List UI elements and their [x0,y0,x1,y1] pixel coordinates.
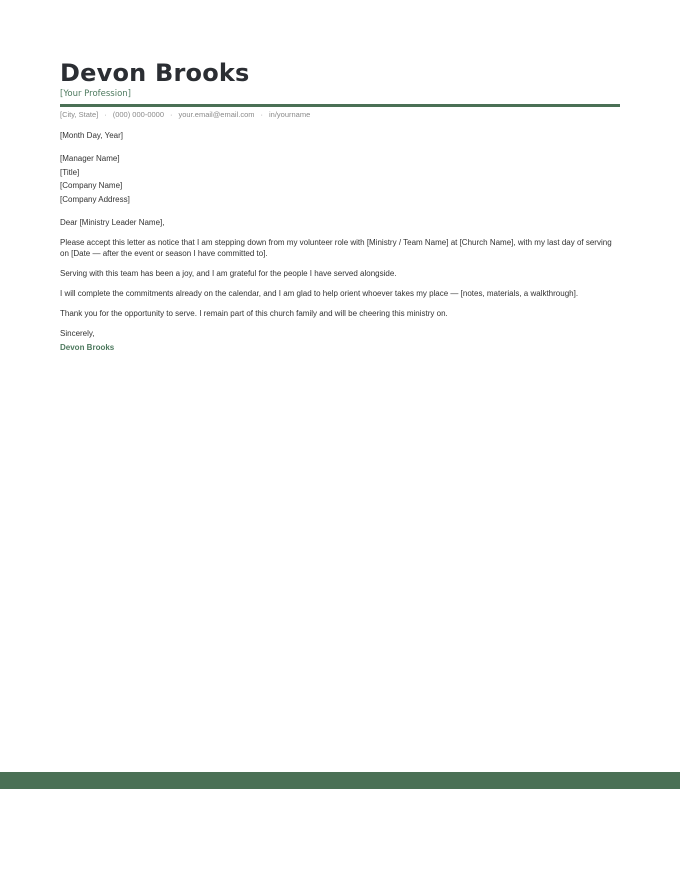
recipient-block [60,152,616,206]
contact-separator: · [260,110,263,119]
contact-line [60,110,310,120]
letter-paragraph: Please accept this letter as notice that I am stepping down from my volunteer role with [Ministry / Team Name] at [Church Name], with my last day of serving on [Date — after the event or season I have committed to]. [60,238,612,258]
recipient-title: [Title] [60,167,80,177]
recipient-manager: [Manager Name] [60,154,120,163]
recipient-address: [Company Address] [60,194,130,204]
header-divider [60,104,620,107]
letter-paragraph: I will complete the commitments already on the calendar, and I am glad to help orient whoever takes my place — [notes, materials, a walkthrough]. [60,289,579,298]
letter-closing: Sincerely, [60,329,95,338]
contact-phone: (000) 000-0000 [112,110,165,119]
letter-date: [Month Day, Year] [60,131,123,140]
recipient-company: [Company Name] [60,181,123,190]
contact-email: your.email@email.com [178,110,255,119]
footer-band [0,772,680,789]
letter-paragraph: Thank you for the opportunity to serve. I remain part of this church family and will be cheering this ministry on. [60,309,448,318]
contact-linkedin: in/yourname [269,110,311,119]
contact-separator: · [104,110,107,119]
letter-paragraph: Serving with this team has been a joy, and I am grateful for the people I have served alongside. [60,269,397,278]
contact-location: [City, State] [60,110,99,119]
letter-signature: Devon Brooks [60,343,115,352]
letter-greeting: Dear [Ministry Leader Name], [60,218,165,227]
sender-name: Devon Brooks [60,59,250,87]
contact-separator: · [170,110,173,119]
letter-header [60,58,620,100]
letter-body [60,130,616,353]
sender-profession: [Your Profession] [60,89,131,99]
